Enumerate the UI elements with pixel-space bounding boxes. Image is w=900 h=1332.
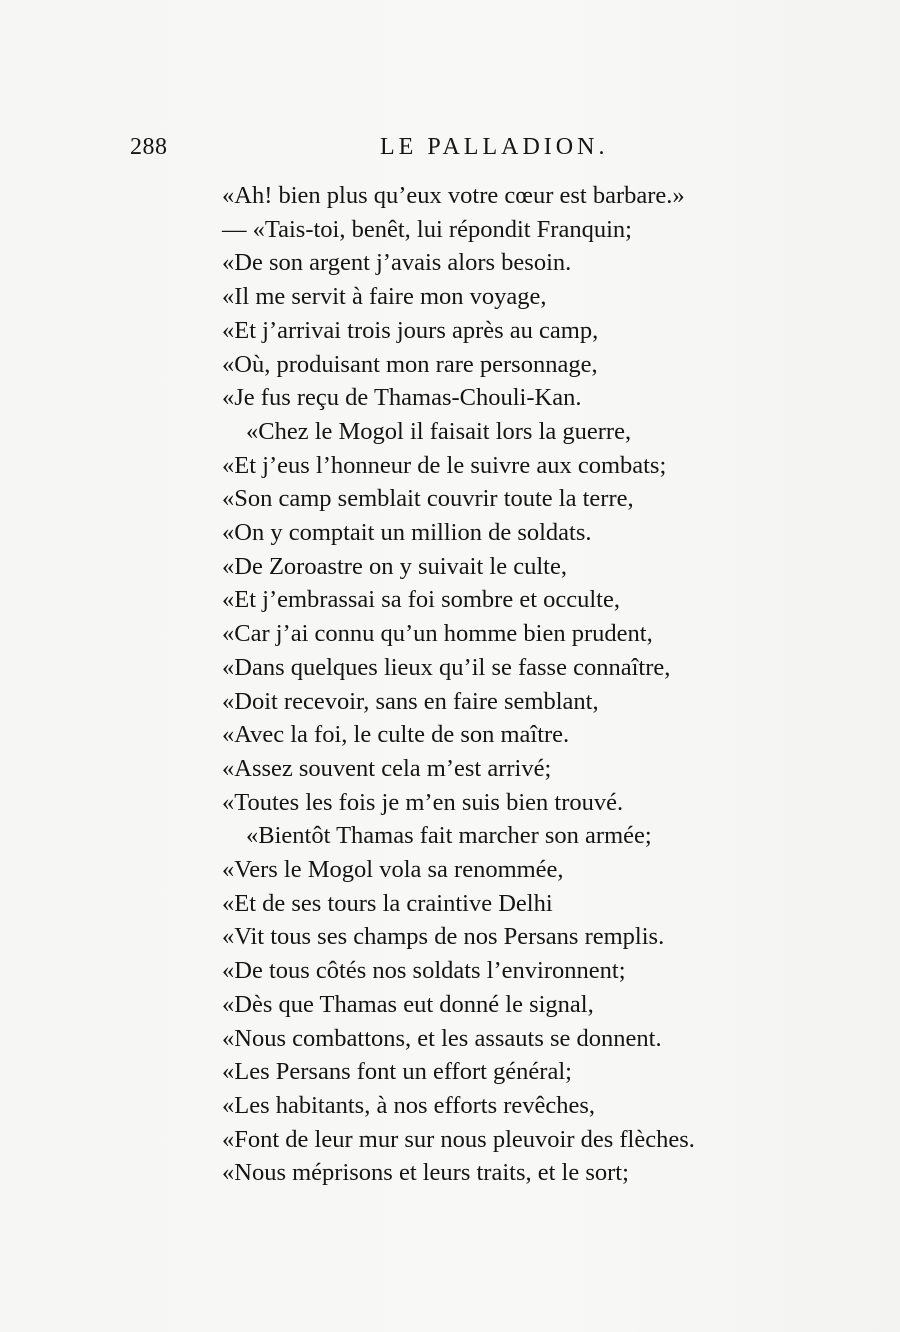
verse-line: «De Zoroastre on y suivait le culte, [222, 552, 567, 580]
running-title: LE PALLADION. [380, 134, 609, 160]
verse-line: «De son argent j’avais alors besoin. [222, 249, 572, 277]
verse-line: «On y comptait un million de soldats. [222, 519, 592, 546]
verse-line: «Dès que Thamas eut donné le signal, [222, 990, 594, 1018]
verse-line: «Avec la foi, le culte de son maître. [222, 721, 570, 749]
verse-line: «Où, produisant mon rare personnage, [222, 350, 598, 378]
verse-line: «Vers le Mogol vola sa renommée, [222, 856, 564, 883]
verse-line: «Nous méprisons et leurs traits, et le sort; [222, 1159, 629, 1187]
verse-line: «Son camp semblait couvrir toute la terre, [222, 485, 634, 513]
verse-line: «Et j’eus l’honneur de le suivre aux combats; [222, 451, 667, 479]
verse-line: «Dans quelques lieux qu’il se fasse connaître, [222, 653, 671, 681]
page-number: 288 [130, 134, 168, 160]
verse-line: «De tous côtés nos soldats l’environnent; [222, 957, 626, 985]
verse-line: «Je fus reçu de Thamas-Chouli-Kan. [222, 384, 582, 412]
verse-line: «Ah! bien plus qu’eux votre cœur est barbare.» [222, 182, 685, 209]
verse-line: «Et de ses tours la craintive Delhi [222, 889, 553, 917]
verse-line: — «Tais-toi, benêt, lui répondit Franquin; [222, 215, 632, 243]
verse-line: «Vit tous ses champs de nos Persans remplis. [222, 923, 665, 951]
verse-line: «Les habitants, à nos efforts revêches, [222, 1091, 596, 1119]
verse-line: «Toutes les fois je m’en suis bien trouvé. [222, 788, 624, 816]
verse-line: «Chez le Mogol il faisait lors la guerre, [246, 417, 632, 445]
verse-line: «Et j’arrivai trois jours après au camp, [222, 316, 599, 344]
verse-line: «Font de leur mur sur nous pleuvoir des flèches. [222, 1125, 695, 1153]
verse-line: «Nous combattons, et les assauts se donnent. [222, 1024, 662, 1052]
verse-line: «Assez souvent cela m’est arrivé; [222, 754, 552, 782]
verse-line: «Doit recevoir, sans en faire semblant, [222, 687, 599, 715]
verse-line: «Et j’embrassai sa foi sombre et occulte, [222, 586, 620, 614]
verse-line: «Il me servit à faire mon voyage, [222, 283, 547, 311]
page-header [130, 134, 650, 168]
verse-line: «Car j’ai connu qu’un homme bien prudent, [222, 620, 653, 648]
verse-line: «Les Persans font un effort général; [222, 1058, 572, 1086]
verse-line: «Bientôt Thamas fait marcher son armée; [246, 822, 652, 850]
